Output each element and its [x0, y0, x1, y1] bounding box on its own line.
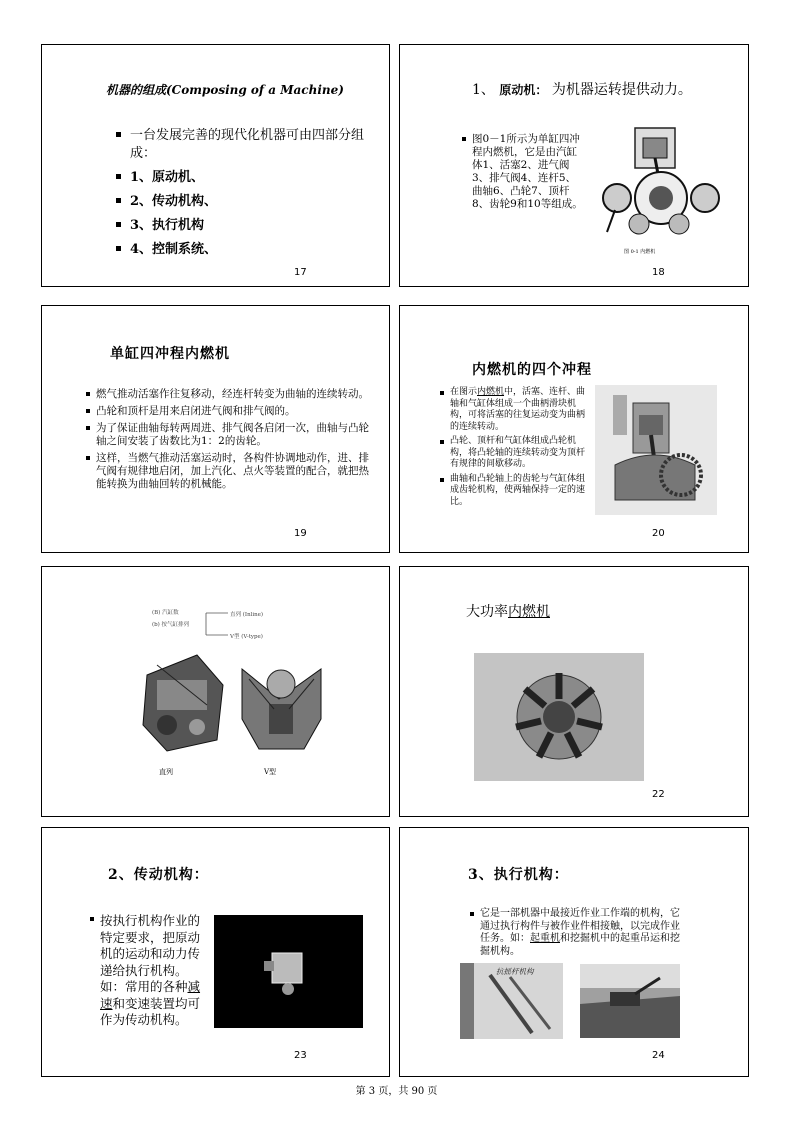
slide-24	[399, 827, 749, 1077]
intro-list	[130, 127, 370, 259]
caption-vtype: V型	[264, 768, 277, 776]
label-inline: 直列 (Inline)	[230, 612, 264, 618]
bracket-lines	[202, 611, 232, 637]
bullet-list	[96, 388, 370, 491]
slide-title	[466, 601, 550, 621]
label-cylinders: (B) 汽缸数	[152, 610, 179, 616]
list-item: 凸轮、顶杆和气缸体组成凸轮机构，将凸轮轴的连续转动变为顶杆有规律的间歇移动。	[450, 436, 590, 471]
slide-17	[41, 44, 390, 287]
reducer-link[interactable]: 减速	[100, 979, 201, 1011]
title-text: 大功率	[466, 604, 508, 620]
slide-title: 2、传动机构：	[108, 867, 209, 883]
list-item: 这样，当燃气推动活塞运动时，各构件协调地动作，进、排气阀有规律地启闭，加上汽化、点火等装置的配合，就把热能转换为曲轴回转的机械能。	[96, 452, 369, 490]
list-item: 1、原动机、	[130, 169, 370, 187]
radial-engine-image	[474, 653, 644, 781]
slide-number: 23	[294, 1050, 307, 1061]
engine-link[interactable]: 内燃机	[508, 604, 550, 620]
title-number: 1、	[472, 82, 495, 98]
bullet-block	[100, 913, 212, 1029]
gearbox-image	[214, 915, 363, 1028]
intro-text: 一台发展完善的现代化机器可由四部分组成：	[130, 127, 370, 163]
slide-title	[472, 79, 692, 99]
label-arrangement: (b) 按气缸排列	[152, 622, 190, 628]
slide-title: 单缸四冲程内燃机	[110, 346, 230, 362]
slide-number: 18	[652, 267, 665, 278]
caption-inline: 直列	[159, 768, 173, 776]
slide-20	[399, 305, 749, 553]
page-footer: 第 3 页，共 90 页	[355, 1086, 438, 1097]
list-item: 燃气推动活塞作往复移动，经连杆转变为曲轴的连续转动。	[96, 388, 369, 400]
list-item: 曲轴和凸轮轴上的齿轮与气缸体组成齿轮机构，使两轴保持一定的速比。	[450, 474, 590, 509]
list-item: 3、执行机构	[130, 217, 370, 235]
engine-cutaway-image	[595, 120, 725, 240]
title-key: 原动机：	[499, 83, 548, 97]
slide-title: 3、执行机构：	[468, 867, 569, 883]
slide-21	[41, 566, 390, 817]
v-engine-image	[234, 649, 329, 753]
list-item: 为了保证曲轴每转两周进、排气阀各启闭一次，曲轴与凸轮轴之间安装了齿数比为1：2的齿轮。	[96, 422, 369, 447]
engine-3d-image	[595, 385, 717, 515]
slide-19	[41, 305, 390, 553]
list-item: 凸轮和顶杆是用来启闭进气阀和排气阀的。	[96, 405, 370, 418]
excavator-image	[580, 964, 680, 1038]
slide-title: 机器的组成(Composing of a Machine)	[106, 83, 344, 97]
slide-number: 24	[652, 1050, 665, 1061]
inline-engine-image	[137, 645, 229, 755]
bullet-text: 图0－1所示为单缸四冲程内燃机，它是由汽缸体1、活塞2、进气阀3、排气阀4、连杆5、曲轴6、凸轮7、顶杆8、齿轮9和10等组成。	[472, 133, 583, 210]
image-caption: 图 0-1 内燃机	[624, 249, 656, 255]
title-desc: 为机器运转提供动力。	[551, 82, 692, 98]
bullet-list	[450, 387, 590, 508]
slide-number: 20	[652, 528, 665, 539]
bullet-text	[480, 908, 685, 958]
list-item: 2、传动机构、	[130, 193, 370, 211]
image-label: 抗摇杆机构	[496, 967, 534, 976]
slide-18	[399, 44, 749, 287]
slide-22	[399, 566, 749, 817]
text: 和挖掘机中的起重吊运和挖掘机构。	[480, 933, 680, 957]
text: 在图示	[450, 387, 478, 397]
slide-number: 17	[294, 267, 307, 278]
slide-number: 22	[652, 789, 665, 800]
list-item: 4、控制系统、	[130, 241, 370, 259]
engine-link[interactable]: 内燃机	[477, 387, 505, 397]
crane-link[interactable]: 起重机	[530, 933, 560, 944]
slide-title: 内燃机的四个冲程	[472, 362, 592, 378]
text: 和变速装置均可作为传动机构。	[100, 995, 201, 1027]
slide-number: 19	[294, 528, 307, 539]
bullet-text	[100, 913, 212, 1029]
text: 按执行机构作业的特定要求，把原动机的运动和动力传递给执行机构。如：常用的各种	[100, 913, 201, 994]
text: 中，活塞、连杆、曲轴和气缸体组成一个曲柄滑块机构，可将活塞的往复运动变为曲柄的连续转动。	[450, 387, 586, 432]
list-item	[450, 387, 590, 433]
crane-mechanism-image	[460, 963, 563, 1039]
slide-23	[41, 827, 390, 1077]
label-vtype: V型 (V-type)	[230, 634, 263, 640]
text: 它是一部机器中最接近作业工作端的机构，它通过执行构件与被作业件相接触，以完成作业任务。如：	[480, 908, 680, 944]
bullet-block	[480, 908, 685, 958]
bullet-block	[472, 133, 584, 211]
